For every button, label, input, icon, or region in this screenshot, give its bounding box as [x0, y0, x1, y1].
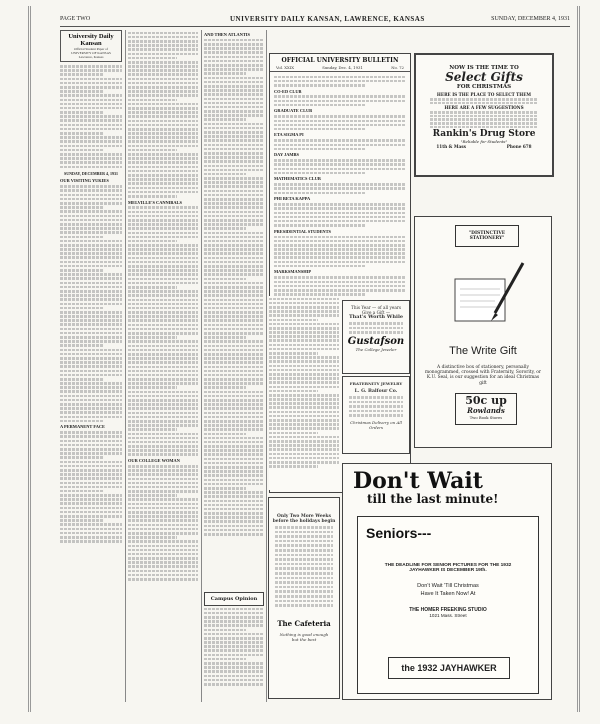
- bulletin-heading: PHI BETA KAPPA: [274, 196, 311, 202]
- seniors-title: Seniors---: [366, 525, 432, 541]
- editorial-column-3: [204, 30, 264, 590]
- staff-listing: [60, 65, 122, 168]
- masthead-line: UNIVERSITY OF KANSAS: [71, 51, 111, 55]
- bulletin-heading: MARKSMANSHIP: [274, 269, 312, 275]
- bulletin-number: No. 72: [391, 65, 404, 70]
- cafeteria-top-line: before the holidays begin: [272, 519, 336, 524]
- deadline-line: THE DEADLINE FOR SENIOR PICTURES FOR THE 1932: [384, 563, 512, 568]
- deadline-line: JAYHAWKER IS DECEMBER 19th.: [409, 568, 487, 573]
- cafeteria-name: The Cafeteria: [277, 618, 331, 628]
- editorial-heading: MELVILLE'S CANNIBALS: [128, 199, 182, 205]
- pen-and-paper-illustration: [435, 257, 535, 337]
- bulletin-heading: CO-ED CLUB: [274, 88, 302, 94]
- stationery-price-box: [455, 393, 517, 425]
- gustafson-line: This Year — of all years: [351, 305, 401, 310]
- gustafson-tagline: The College Jeweler: [355, 346, 397, 352]
- rankin-line: HERE IS THE PLACE TO SELECT THEM: [436, 92, 532, 97]
- stationery-quote: "DISTINCTIVE STATIONERY": [455, 225, 519, 247]
- column-rule: [266, 30, 267, 702]
- column-rule: [125, 30, 126, 702]
- editorial-date: SUNDAY, DECEMBER 4, 1931: [63, 171, 119, 177]
- newspaper-name: UNIVERSITY DAILY KANSAN, LAWRENCE, KANSAS: [230, 15, 425, 23]
- fraternity-delivery: Christmas Delivery on All Orders: [350, 419, 402, 430]
- cafeteria-tagline: Nothing is good enough: [279, 631, 329, 637]
- editorial-column-2: [128, 30, 198, 702]
- editorial-body: [128, 465, 198, 581]
- bulletin-heading: PRESIDENTIAL STUDENTS: [274, 228, 331, 234]
- cafeteria-top-line: Only Two More Weeks: [277, 514, 331, 519]
- fraternity-company: L. G. Balfour Co.: [354, 389, 398, 394]
- stationery-body: A distinctive box of stationery, personally monogrammed, crossed with Fraternity, Sorority, or K.U. Seal, is our suggestion for an ideal Christmas gift: [425, 365, 541, 386]
- editorial-body: [128, 206, 198, 456]
- fraternity-title: FRATERNITY JEWELRY: [349, 381, 403, 386]
- rankin-suggestions: HERE ARE A FEW SUGGESTIONS: [444, 105, 524, 111]
- cafeteria-tagline: but the best: [291, 636, 317, 642]
- editorial-body: [204, 39, 264, 536]
- issue-date: SUNDAY, DECEMBER 4, 1931: [491, 16, 570, 22]
- rankin-headline: Select Gifts: [445, 70, 523, 84]
- editorial-body: [128, 32, 198, 198]
- studio-address: 1021 Mass. Street: [429, 613, 467, 618]
- masthead-line: Official Student Paper of: [74, 47, 108, 51]
- page-number: PAGE TWO: [60, 16, 91, 22]
- bulletin-heading: DAY JAMBS: [274, 152, 299, 158]
- editorial-heading: AND THEN ATLANTIS: [204, 32, 250, 37]
- dont-wait-subheadline: till the last minute!: [367, 492, 499, 506]
- rowlands-logo: Rowlands: [467, 406, 505, 415]
- gustafson-ad: [342, 300, 410, 374]
- bulletin-heading: GRADUATE CLUB: [274, 108, 313, 114]
- bulletin-heading: MATHEMATICS CLUB: [274, 176, 321, 182]
- editorial-heading: OUR VISITING YUKIES: [60, 178, 109, 184]
- seniors-panel: [357, 516, 539, 694]
- rowlands-tagline: Two Book Stores: [469, 415, 503, 420]
- rankin-address: 11th & Mass: [436, 144, 466, 150]
- rankin-drug-store-ad: [414, 53, 554, 177]
- masthead-title: University Daily Kansan: [68, 33, 114, 47]
- cta-line: Have It Taken Now! At: [420, 591, 476, 597]
- stationery-title: The Write Gift: [449, 345, 517, 357]
- bulletin-volume: Vol. XXIX: [276, 65, 294, 70]
- rankin-contact: [416, 144, 552, 149]
- column-rule: [201, 30, 202, 702]
- masthead-line: Lawrence, Kansas: [78, 55, 104, 59]
- masthead: [60, 30, 122, 62]
- gustafson-logo: Gustafson: [347, 335, 405, 347]
- bulletin-title: OFFICIAL UNIVERSITY BULLETIN: [281, 57, 399, 64]
- dont-wait-headline: Don't Wait: [353, 468, 483, 494]
- cta-line: Don't Wait 'Till Christmas: [417, 583, 479, 589]
- editorial-body: [60, 185, 122, 422]
- gustafson-line: That's Worth While: [348, 314, 404, 320]
- bulletin-issue-line: [270, 64, 410, 72]
- studio-name: THE HOMER FREEKING STUDIO: [409, 607, 487, 613]
- dont-wait-ad: [342, 463, 552, 700]
- editorial-column: [60, 30, 122, 702]
- stationery-price: 50c up: [465, 394, 507, 407]
- editorial-body: [60, 431, 122, 542]
- jayhawker-logo: the 1932 JAYHAWKER: [388, 657, 510, 679]
- campus-opinion-label: Campus Opinion: [204, 592, 264, 606]
- editorial-heading: A PERMANENT FACE: [60, 424, 105, 430]
- page-header: [60, 14, 570, 27]
- rankin-phone: Phone 678: [506, 144, 532, 150]
- bulletin-date: Sunday, Dec. 4, 1931: [322, 65, 363, 70]
- news-article: [269, 296, 339, 490]
- rankin-line: FOR CHRISTMAS: [456, 84, 512, 90]
- rankin-line: NOW IS THE TIME TO: [449, 65, 519, 71]
- rankin-slogan: "Reliable for Students": [460, 139, 508, 145]
- rankin-store-name: Rankin's Drug Store: [432, 129, 536, 140]
- bulletin-heading: ETA SIGMA PI: [274, 132, 304, 138]
- gustafson-line: Give a Gift —: [361, 310, 391, 315]
- fraternity-jewelry-ad: [342, 376, 410, 454]
- editorial-heading: OUR COLLEGE WOMAN: [128, 458, 180, 464]
- cafeteria-ad: [268, 497, 340, 699]
- campus-opinion-body: [204, 606, 264, 702]
- stationery-ad: [414, 216, 552, 448]
